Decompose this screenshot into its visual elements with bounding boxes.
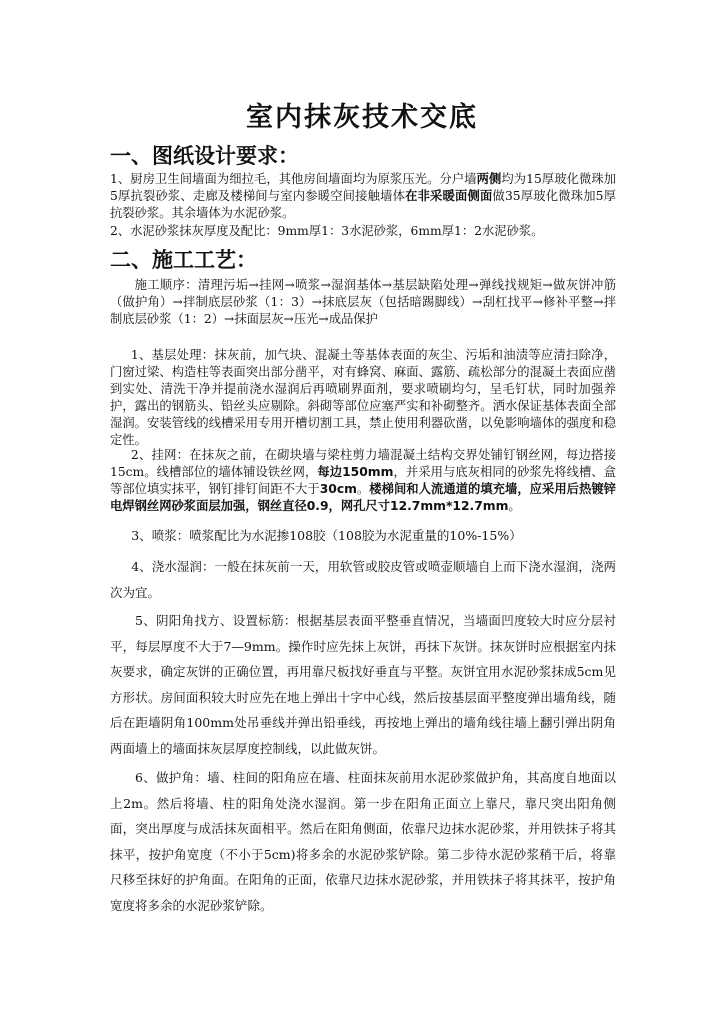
paragraph-step-base-treatment: 1、基层处理：抹灰前，加气块、混凝土等基体表面的灰尘、污垢和油渍等应清扫除净，门窗过梁、构造柱等表面突出部分凿平，对有蜂窝、麻面、露筋、疏松部分的混凝土表面应凿到实处、清洗干净并提前浇水湿润后再喷刷界面剂，要求喷刷均匀，呈毛钉状，同时加强养护，露出的钢筋头、铅丝头应剔除。斜砌等部位应塞严实和补砌整齐。洒水保证基体表面全部湿润。安装管线的线槽采用专用开槽切割工具，禁止使用利器砍凿，以免影响墙体的强度和稳定性。 [110,348,616,447]
paragraph-step-mesh: 2、挂网：在抹灰之前，在砌块墙与梁柱剪力墙混凝土结构交界处铺钉钢丝网，每边搭接15cm。线槽部位的墙体铺设铁丝网，每边150mm，并采用与底灰相同的砂浆先将线槽、盒等部位填实抹平，钢钉排钉间距不大于30cm。楼梯间和人流通道的填充墙，应采用后热镀锌电焊钢丝网砂浆面层加强，钢丝直径0.9，网孔尺寸12.7mm*12.7mm。 [110,448,616,513]
paragraph-wall-finish: 1、厨房卫生间墙面为细拉毛，其他房间墙面均为原浆压光。分户墙两侧均为15厚玻化微珠加5厚抗裂砂浆、走廊及楼梯间与室内参暖空间接触墙体在非采暖面侧面做35厚玻化微珠加5厚抗裂砂浆。其余墙体为水泥砂浆。 [110,172,616,220]
paragraph-step-wetting: 4、浇水湿润：一般在抹灰前一天，用软管或胶皮管或喷壶顺墙自上而下浇水湿润，浇两次为宜。 [110,559,616,600]
paragraph-construction-order: 施工顺序：清理污垢→挂网→喷浆→湿润基体→基层缺陷处理→弹线找规矩→做灰饼冲筋（做护角）→拌制底层砂浆（1：3）→抹底层灰（包括暗踢脚线）→刮杠找平→修补平整→拌制底层砂浆（1：2）→抹面层灰→压光→成品保护 [110,278,616,326]
paragraph-step-corner-protection: 6、做护角：墙、柱间的阳角应在墙、柱面抹灰前用水泥砂浆做护角，其高度自地面以上2m。然后将墙、柱的阳角处浇水湿润。第一步在阳角正面立上靠尺，靠尺突出阳角侧面，突出厚度与成活抹灰面相平。然后在阳角侧面，依靠尺边抹水泥砂浆，并用铁抹子将其抹平，按护角宽度（不小于5cm)将多余的水泥砂浆铲除。第二步待水泥砂浆稍干后，将靠尺移至抹好的护角面。在阳角的正面，依靠尺边抹水泥砂浆，并用铁抹子将其抹平，按护角宽度将多余的水泥砂浆铲除。 [110,770,616,913]
paragraph-step-corner-marking: 5、阴阳角找方、设置标筋：根据基层表面平整垂直情况，当墙面凹度较大时应分层衬平，每层厚度不大于7—9mm。操作时应先抹上灰饼，再抹下灰饼。抹灰饼时应根据室内抹灰要求，确定灰饼的正确位置，再用靠尺板找好垂直与平整。灰饼宜用水泥砂浆抹成5cm见方形状。房间面积较大时应先在地上弹出十字中心线，然后按基层面平整度弹出墙角线，随后在距墙阴角100mm处吊垂线并弹出铅垂线，再按地上弹出的墙角线往墙上翻引弹出阴角两面墙上的墙面抹灰层厚度控制线，以此做灰饼。 [110,613,616,756]
paragraph-step-spray: 3、喷浆：喷浆配比为水泥掺108胶（108胶为水泥重量的10%-15%） [131,528,522,543]
section-heading-construction-process: 二、施工工艺： [110,248,257,272]
section-heading-design-requirements: 一、图纸设计要求： [110,144,299,168]
paragraph-mortar-ratio: 2、水泥砂浆抹灰厚度及配比：9mm厚1：3水泥砂浆，6mm厚1：2水泥砂浆。 [110,224,544,238]
document-title: 室内抹灰技术交底 [246,102,478,133]
